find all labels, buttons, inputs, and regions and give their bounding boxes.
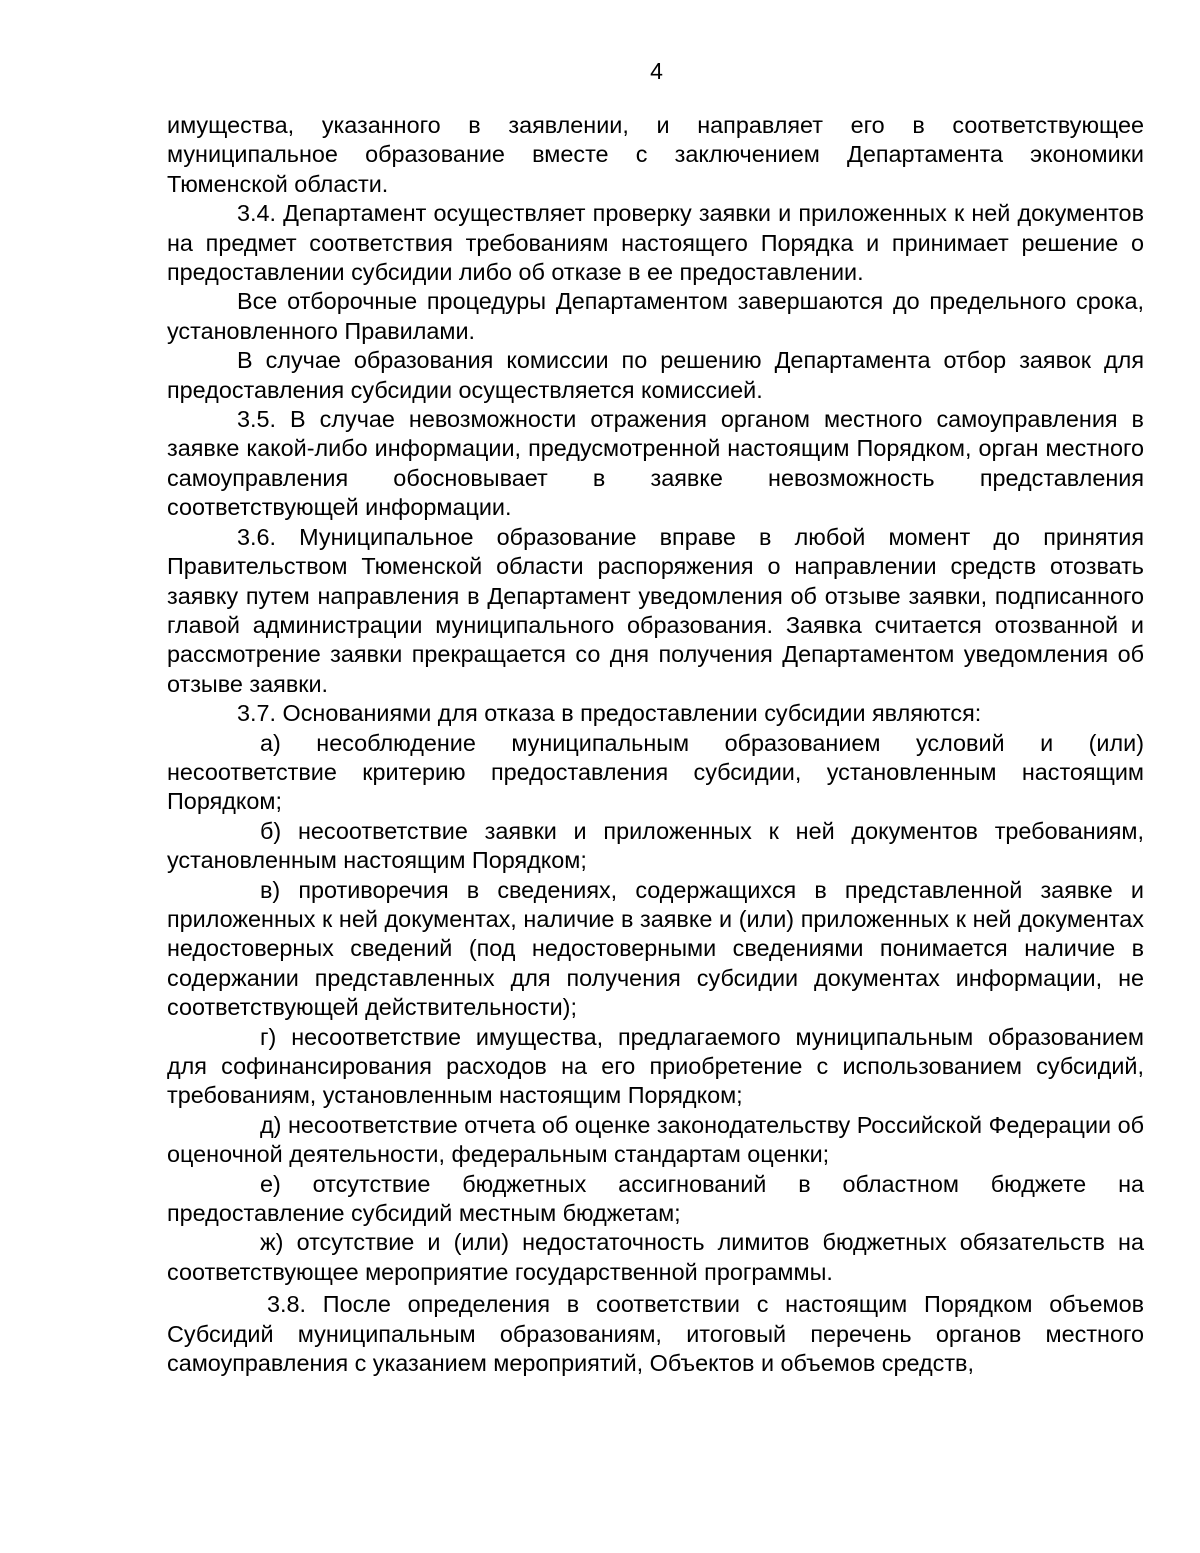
paragraph-commission: В случае образования комиссии по решению Департамента отбор заявок для предоставления субсидии осуществляется комиссией. [167, 347, 1144, 403]
list-item-a: а) несоблюдение муниципальным образованием условий и (или) несоответствие критерию предоставления субсидии, установленным настоящим Порядком; [167, 729, 1144, 815]
paragraph-3-7: 3.7. Основаниями для отказа в предоставлении субсидии являются: [237, 700, 982, 727]
list-item-zh: ж) отсутствие и (или) недостаточность лимитов бюджетных обязательств на соответствующее мероприятие государственной программы. [167, 1229, 1144, 1285]
paragraph-3-6: 3.6. Муниципальное образование вправе в любой момент до принятия Правительством Тюменской области распоряжения о направлении средств отозвать заявку путем направления в Департамент уведомления об отзыве заявки, подписанного главой администрации муниципального образования. Заявка считается отозванной и рассмотрение заявки прекращается со дня получения Департаментом уведомления об отзыве заявки. [167, 523, 1144, 697]
paragraph-3-5: 3.5. В случае невозможности отражения органом местного самоуправления в заявке какой-либо информации, предусмотренной настоящим Порядком, орган местного самоуправления обосновывает в заявке невозможность представления соответствующей информации. [167, 406, 1144, 521]
paragraph-continuation: имущества, указанного в заявлении, и направляет его в соответствующее муниципальное образование вместе с заключением Департамента экономики Тюменской области. [167, 112, 1144, 197]
list-item-d: д) несоответствие отчета об оценке законодательству Российской Федерации об оценочной деятельности, федеральным стандартам оценки; [167, 1111, 1144, 1168]
list-item-g: г) несоответствие имущества, предлагаемого муниципальным образованием для софинансирования расходов на его приобретение с использованием субсидий, требованиям, установленным настоящим Порядком; [167, 1023, 1144, 1109]
paragraph-3-4: 3.4. Департамент осуществляет проверку заявки и приложенных к ней документов на предмет соответствия требованиям настоящего Порядка и принимает решение о предоставлении субсидии либо об отказе в ее предоставлении. [167, 200, 1144, 286]
list-item-e: е) отсутствие бюджетных ассигнований в областном бюджете на предоставление субсидий местным бюджетам; [167, 1170, 1144, 1227]
document-body [167, 111, 1144, 1378]
paragraph-3-8: 3.8. После определения в соответствии с настоящим Порядком объемов Субсидий муниципальным образованиям, итоговый перечень органов местного самоуправления с указанием мероприятий, Объектов и объемов средств, [167, 1291, 1144, 1377]
list-item-v: в) противоречия в сведениях, содержащихся в представленной заявке и приложенных к ней документах, наличие в заявке и (или) приложенных к ней документах недостоверных сведений (под недостоверными сведениями понимается наличие в содержании представленных для получения субсидии документах информации, не соответствующей действительности); [167, 876, 1144, 1021]
page-number: 4 [650, 58, 663, 84]
list-item-b: б) несоответствие заявки и приложенных к ней документов требованиям, установленным настоящим Порядком; [167, 817, 1144, 874]
paragraph-selection-procedures: Все отборочные процедуры Департаментом завершаются до предельного срока, установленного Правилами. [167, 288, 1144, 344]
